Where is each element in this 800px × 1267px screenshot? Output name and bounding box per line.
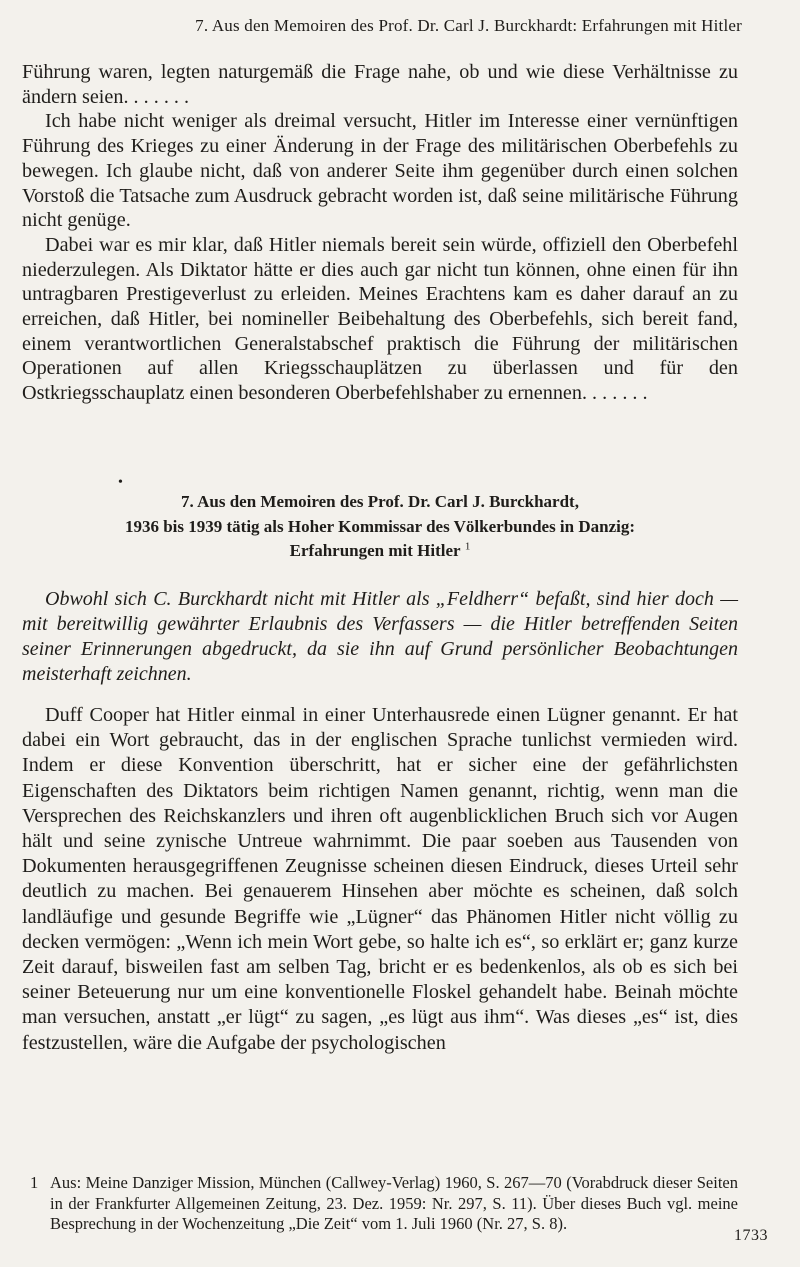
running-head: 7. Aus den Memoiren des Prof. Dr. Carl J. Burckhardt: Erfahrungen mit Hitler bbox=[195, 16, 742, 35]
paragraph: Dabei war es mir klar, daß Hitler niemals bereit sein würde, offiziell den Oberbefehl niederzulegen. Als Diktator hätte er dies auch gar nicht tun können, ohne einen für ihn untragbaren Prestigeverlust zu erleiden. Meines Erachtens kam es daher darauf an zu erreichen, daß Hitler, bei nomineller Beibehaltung des Oberbefehls, sich bereit fand, einem verantwortlichen Generalstabschef praktisch die Führung der militärischen Operationen auf allen Kriegsschauplätzen zu überlassen und für den Ostkriegsschauplatz einen besonderen Oberbefehlshaber zu ernennen. . . . . . . bbox=[22, 233, 738, 405]
body-text bbox=[22, 60, 738, 406]
section-heading-line bbox=[22, 539, 738, 564]
paragraph-continuation: Führung waren, legten naturgemäß die Frage nahe, ob und wie diese Verhältnisse zu ändern seien. . . . . . . bbox=[22, 61, 738, 108]
section-heading bbox=[22, 490, 738, 564]
section-heading-line: 7. Aus den Memoiren des Prof. Dr. Carl J. Burckhardt, bbox=[181, 492, 579, 511]
footnote-number: 1 bbox=[30, 1173, 39, 1192]
section-heading-title: Erfahrungen mit Hitler bbox=[289, 541, 461, 560]
editor-introduction: Obwohl sich C. Burckhardt nicht mit Hitler als „Feldherr“ befaßt, sind hier doch — mit bereitwillig gewährter Erlaubnis des Verfassers — die Hitler betreffenden Seiten seiner Erinnerungen abgedruckt, da sie ihn auf Grund persönlicher Beobachtungen meisterhaft zeichnen. bbox=[22, 588, 738, 685]
margin-mark: • bbox=[118, 475, 123, 490]
page-number: 1733 bbox=[734, 1227, 768, 1244]
footnote-reference[interactable]: 1 bbox=[464, 540, 471, 553]
footnote bbox=[22, 1173, 738, 1235]
paragraph: Duff Cooper hat Hitler einmal in einer Unterhausrede einen Lügner genannt. Er hat dabei ein Wort gebraucht, das in der englischen Sprache tunlichst vermieden wird. Indem er diese Konvention überschritt, hat er sicher eine der gefährlichsten Eigenschaften des Diktators beim richtigen Namen genannt, richtig, wenn man die Versprechen des Reichskanzlers und ihren oft augenblicklichen Bruch sich vor Augen hält und seine zynische Untreue wahrnimmt. Die paar soeben aus Tausenden von Dokumenten herausgegriffenen Zeugnisse scheinen diesen Eindruck, dieses Urteil sehr deutlich zu machen. Bei genauerem Hinsehen aber möchte es scheinen, daß solch landläufige und gesunde Begriffe wie „Lügner“ das Phänomen Hitler nicht völlig zu decken vermögen: „Wenn ich mein Wort gebe, so halte ich es“, so erklärt er; ganz kurze Zeit darauf, bisweilen fast am selben Tag, bricht er es bedenkenlos, als ob es sich bei seiner Beteuerung nur um eine konventionelle Floskel gehandelt habe. Beinah möchte man versuchen, anstatt „er lügt“ zu sagen, „es lügt aus ihm“. Was dieses „es“ ist, dies festzustellen, wäre die Aufgabe der psychologischen bbox=[22, 704, 738, 1054]
footnote-text: Aus: Meine Danziger Mission, München (Callwey-Verlag) 1960, S. 267—70 (Vorabdruck dieser Seiten in der Frankfurter Allgemeinen Zeitung, 23. Dez. 1959: Nr. 297, S. 11). Über dieses Buch vgl. meine Besprechung in der Wochenzeitung „Die Zeit“ vom 1. Juli 1960 (Nr. 27, S. 8). bbox=[50, 1173, 738, 1233]
section-heading-line: 1936 bis 1939 tätig als Hoher Kommissar des Völkerbundes in Danzig: bbox=[124, 516, 636, 536]
paragraph: Ich habe nicht weniger als dreimal versucht, Hitler im Interesse einer vernünftigen Führung des Krieges zu einer Änderung in der Frage des militärischen Oberbefehls zu bewegen. Ich glaube nicht, daß von anderer Seite ihm gegenüber durch einen solchen Vorstoß die Tatsache zum Ausdruck gebracht worden ist, daß seine militärische Führung nicht genüge. bbox=[22, 110, 738, 232]
